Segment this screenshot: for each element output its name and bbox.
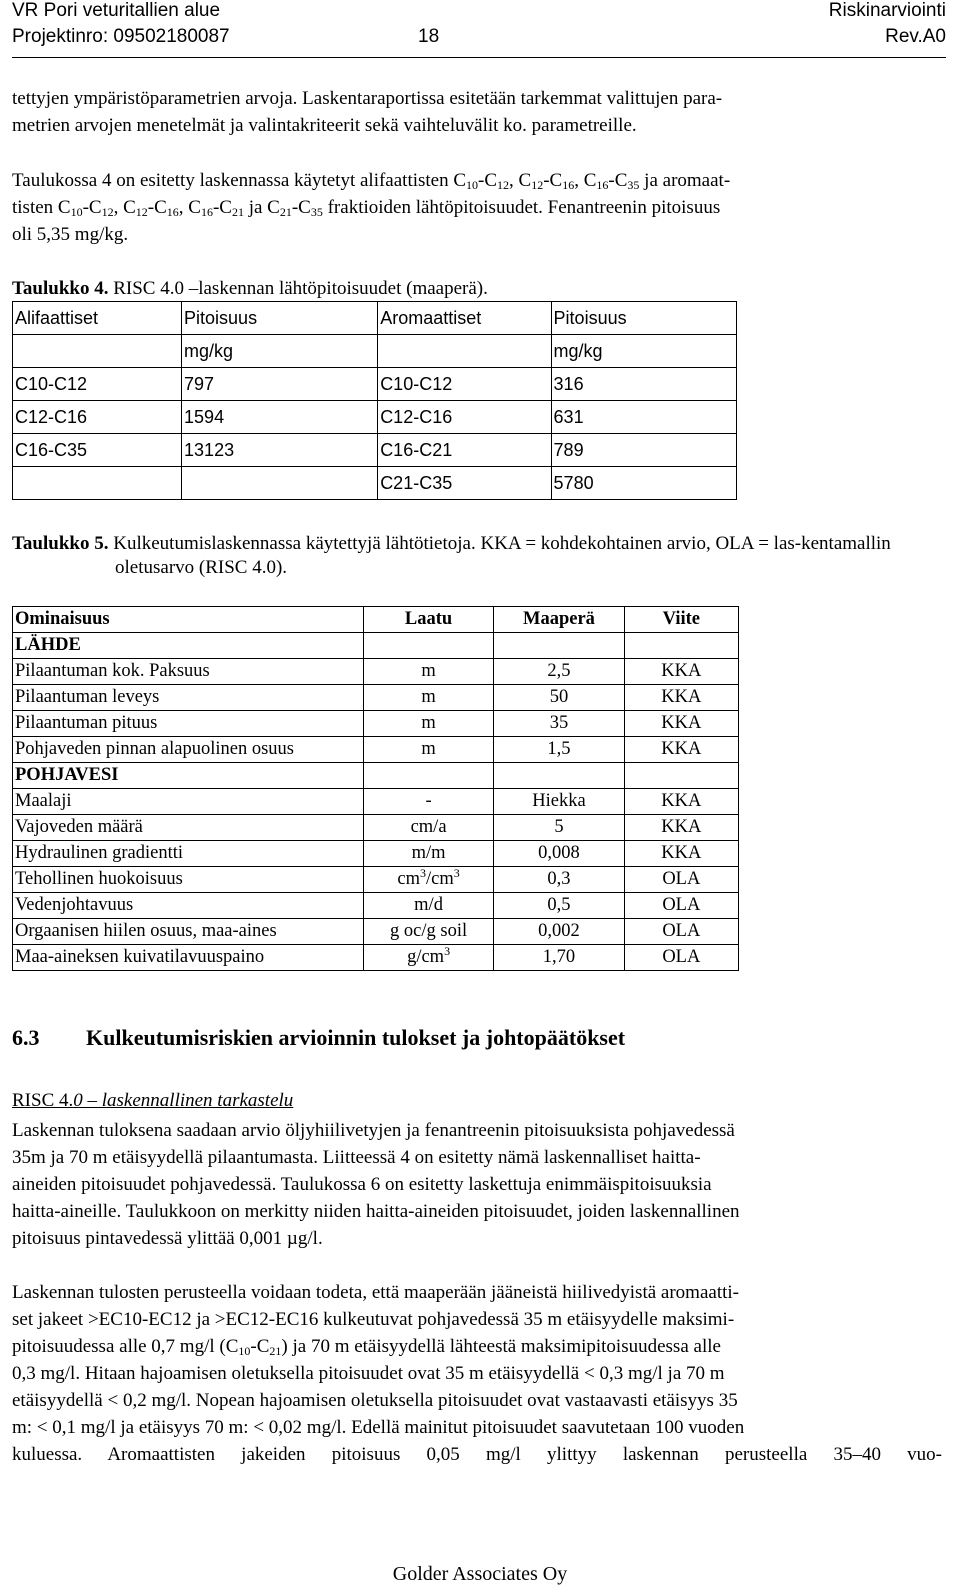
text-line: oli 5,35 mg/kg. [12, 224, 129, 245]
table-cell: m/m [363, 841, 493, 867]
text-line: 0,3 mg/l. Hitaan hajoamisen oletuksella pitoisuudet ovat 35 m etäisyydellä < 0,3 mg/l ja 70 m [12, 1363, 725, 1384]
page-number: 18 [418, 26, 440, 47]
table-cell: KKA [624, 659, 738, 685]
table-cell: OLA [624, 867, 738, 893]
table-row [13, 789, 739, 815]
table-cell: mg/kg [182, 335, 378, 368]
text-line: tettyjen ympäristöparametrien arvoja. Laskentaraportissa esitetään tarkemmat valittujen para- [12, 88, 723, 109]
paragraph-3 [12, 1117, 942, 1252]
table-cell: Hiekka [494, 789, 624, 815]
table-cell: 797 [182, 368, 378, 401]
table-cell: 0,002 [494, 919, 624, 945]
table-cell: KKA [624, 711, 738, 737]
table-cell: Vajoveden määrä [13, 815, 364, 841]
table-cell: m/d [363, 893, 493, 919]
table-cell: Orgaanisen hiilen osuus, maa-aines [13, 919, 364, 945]
text-line: etäisyydellä < 0,2 mg/l. Nopean hajoamisen oletuksella pitoisuudet ovat vastaavasti etäisyys 35 [12, 1390, 738, 1411]
text-line: haitta-aineille. Taulukkoon on merkitty niiden haitta-aineiden pitoisuudet, joiden laskennallinen [12, 1201, 740, 1222]
table-cell: KKA [624, 737, 738, 763]
table-section-row [13, 763, 739, 789]
table4 [12, 301, 737, 500]
text-line: Laskennan tulosten perusteella voidaan todeta, että maaperään jääneistä hiilivedyistä aromaatti- [12, 1282, 739, 1303]
table-row [13, 919, 739, 945]
section-title: Kulkeutumisriskien arvioinnin tulokset ja johtopäätökset [86, 1025, 626, 1050]
table-cell [13, 467, 182, 500]
table-row [13, 467, 737, 500]
table-cell: C12-C16 [13, 401, 182, 434]
table-row [13, 841, 739, 867]
table-cell: $g/cm^3$ [363, 945, 493, 971]
table-cell: KKA [624, 841, 738, 867]
table-cell [13, 335, 182, 368]
text-line: set jakeet >EC10-EC12 ja >EC12-EC16 kulkeutuvat pohjavedessä 35 m etäisyydelle maksimi- [12, 1309, 735, 1330]
text-line: Taulukossa 4 on esitetty laskennassa käytetyt alifaattisten $C_{10}-C_{12}$, $C_{12}-C_{16}$, $C_{16}-C_{35}$ ja aromaat- [12, 170, 731, 192]
footer-company: Golder Associates Oy [392, 1563, 568, 1585]
table-cell: 0,5 [494, 893, 624, 919]
table-cell: 13123 [182, 434, 378, 467]
table-cell: 5 [494, 815, 624, 841]
section-number: 6.3 [12, 1025, 40, 1050]
header-project-number: Projektinro: 09502180087 [12, 26, 230, 47]
table-row [13, 711, 739, 737]
table-cell: 1,70 [494, 945, 624, 971]
header-divider [12, 57, 946, 58]
table-cell: KKA [624, 789, 738, 815]
table-header-cell: Laatu [363, 607, 493, 633]
table-cell: mg/kg [551, 335, 736, 368]
table-row [13, 401, 737, 434]
table-section-row [13, 633, 739, 659]
table-cell: C16-C21 [378, 434, 551, 467]
table-cell [182, 467, 378, 500]
paragraph-1 [12, 85, 942, 139]
table-cell: $cm^3/cm^3$ [363, 867, 493, 893]
table-cell: C10-C12 [13, 368, 182, 401]
table-cell: KKA [624, 685, 738, 711]
header-project-name: VR Pori veturitallien alue [12, 0, 221, 21]
text-line: tisten $C_{10}-C_{12}$, $C_{12}-C_{16}$, $C_{16}-C_{21}$ ja $C_{21}-C_{35}$ fraktioiden lähtöpitoisuudet. Fenantreenin pitoisuus [12, 197, 721, 219]
table-cell: C10-C12 [378, 368, 551, 401]
table-row [13, 867, 739, 893]
table-cell: Pilaantuman leveys [13, 685, 364, 711]
table-cell [378, 335, 551, 368]
text-line: aineiden pitoisuudet pohjavedessä. Taulukossa 6 on esitetty laskettuja enimmäispitoisuuksia [12, 1174, 712, 1195]
table-cell: 2,5 [494, 659, 624, 685]
table-row [13, 945, 739, 971]
table-cell: C21-C35 [378, 467, 551, 500]
text-line: kuluessa. Aromaattisten jakeiden pitoisuus 0,05 mg/l ylittyy laskennan perusteella 35–40 vuo- [12, 1444, 942, 1465]
table-header-cell: Ominaisuus [13, 607, 364, 633]
table5-caption: Taulukko 5. Kulkeutumislaskennassa käytettyjä lähtötietoja. KKA = kohdekohtainen arvio, OLA = las-kentamallin oletusarvo (RISC 4.0). [12, 533, 891, 578]
table-cell: cm/a [363, 815, 493, 841]
table-section-label: LÄHDE [13, 633, 364, 659]
text-line: pitoisuudessa alle 0,7 mg/l $(C_{10}-C_{21})$ ja 70 m etäisyydellä lähteestä maksimipitoisuudessa alle [12, 1336, 721, 1358]
table-cell: m [363, 659, 493, 685]
table-cell: m [363, 737, 493, 763]
table-header-cell: Viite [624, 607, 738, 633]
table-cell: m [363, 685, 493, 711]
table-cell: - [363, 789, 493, 815]
header-revision: Rev.A0 [885, 26, 946, 47]
table-header-row [13, 302, 737, 335]
table-cell: Vedenjohtavuus [13, 893, 364, 919]
table-section-label: POHJAVESI [13, 763, 364, 789]
table-cell: Maalaji [13, 789, 364, 815]
header-document-type: Riskinarviointi [828, 0, 946, 21]
text-line: 35m ja 70 m etäisyydellä pilaantumasta. Liitteessä 4 on esitetty nämä laskennalliset haitta- [12, 1147, 701, 1168]
text-line: m: < 0,1 mg/l ja etäisyys 70 m: < 0,02 mg/l. Edellä mainitut pitoisuudet saavutetaan 100 vuoden [12, 1417, 745, 1438]
table-cell: 1594 [182, 401, 378, 434]
text-line: metrien arvojen menetelmät ja valintakriteerit sekä vaihteluvälit ko. parametreille. [12, 115, 637, 136]
paragraph-2 [12, 167, 942, 248]
table-cell: C12-C16 [378, 401, 551, 434]
table-header-cell: Pitoisuus [551, 302, 736, 335]
table-header-cell: Maaperä [494, 607, 624, 633]
table-row [13, 815, 739, 841]
table-cell: 35 [494, 711, 624, 737]
table-cell: 789 [551, 434, 736, 467]
table-cell: C16-C35 [13, 434, 182, 467]
table-cell: 1,5 [494, 737, 624, 763]
paragraph-4 [12, 1279, 942, 1468]
subheading: RISC 4.0 – laskennallinen tarkastelu [12, 1090, 294, 1111]
table-row [13, 434, 737, 467]
table-row [13, 685, 739, 711]
text-line: Laskennan tuloksena saadaan arvio öljyhiilivetyjen ja fenantreenin pitoisuuksista pohjavedessä [12, 1120, 735, 1141]
table4-caption: Taulukko 4. RISC 4.0 –laskennan lähtöpitoisuudet (maaperä). [12, 278, 488, 299]
table-cell: Hydraulinen gradientti [13, 841, 364, 867]
table-cell: Pilaantuman kok. Paksuus [13, 659, 364, 685]
table-cell: OLA [624, 919, 738, 945]
table-cell: OLA [624, 945, 738, 971]
header-top-row [12, 0, 946, 24]
table-cell: Pilaantuman pituus [13, 711, 364, 737]
table-row [13, 737, 739, 763]
text-line: pitoisuus pintavedessä ylittää 0,001 µg/l. [12, 1228, 323, 1249]
section-heading [12, 1025, 625, 1051]
table-cell: 5780 [551, 467, 736, 500]
table-units-row [13, 335, 737, 368]
table-cell: 0,008 [494, 841, 624, 867]
table-row [13, 893, 739, 919]
table-cell: KKA [624, 815, 738, 841]
table-cell: g oc/g soil [363, 919, 493, 945]
table-cell: 631 [551, 401, 736, 434]
table-cell: Maa-aineksen kuivatilavuuspaino [13, 945, 364, 971]
table-header-cell: Aromaattiset [378, 302, 551, 335]
table-header-row [13, 607, 739, 633]
table-row [13, 368, 737, 401]
table-cell: 50 [494, 685, 624, 711]
table-header-cell: Alifaattiset [13, 302, 182, 335]
table-cell: m [363, 711, 493, 737]
table-cell: 316 [551, 368, 736, 401]
table-cell: 0,3 [494, 867, 624, 893]
table-cell: Pohjaveden pinnan alapuolinen osuus [13, 737, 364, 763]
header-bottom-row [12, 26, 946, 50]
table-cell: OLA [624, 893, 738, 919]
table5 [12, 606, 739, 971]
table-row [13, 659, 739, 685]
table-cell: Tehollinen huokoisuus [13, 867, 364, 893]
table-header-cell: Pitoisuus [182, 302, 378, 335]
